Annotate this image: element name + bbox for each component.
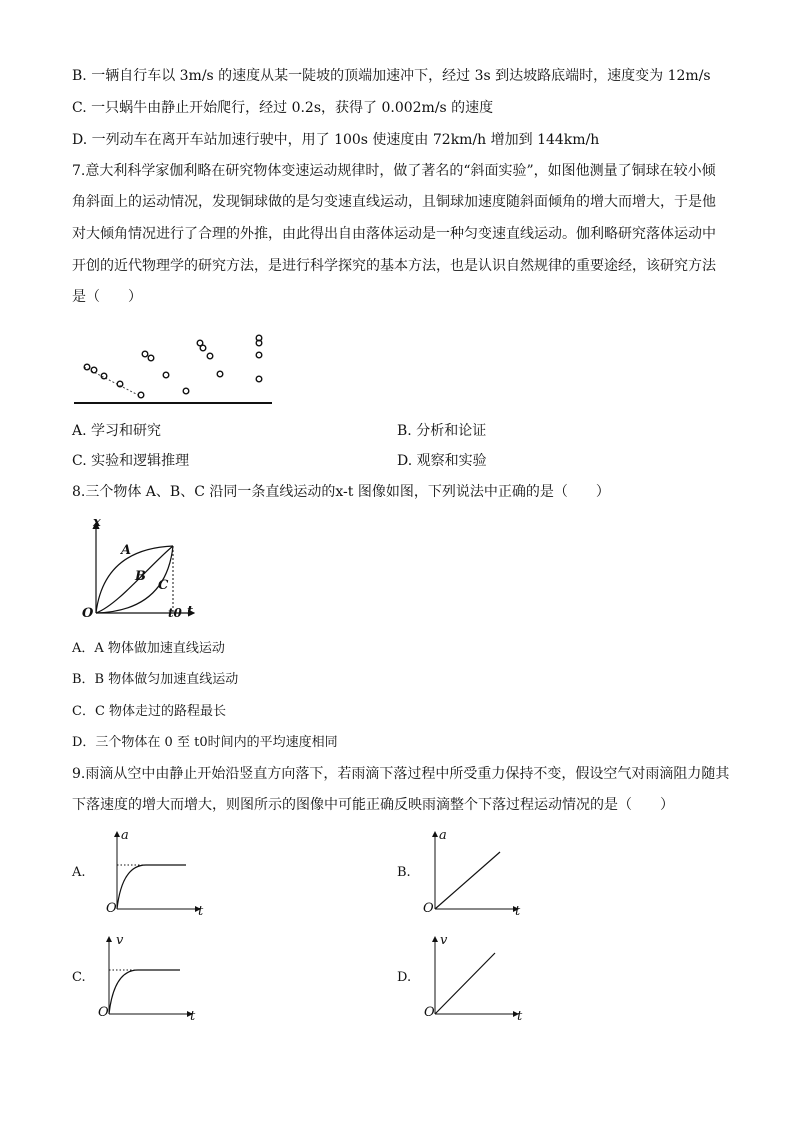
q9-stem-line-2: 下落速度的增大而增大，则图所示的图像中可能正确反映雨滴整个下落过程运动情况的是（ ） xyxy=(72,797,674,813)
q9-b-origin: O xyxy=(423,901,434,916)
q9-graph-b xyxy=(422,828,522,918)
q7-option-b: B. 分析和论证 xyxy=(397,423,487,439)
q7-stem-line-2: 角斜面上的运动情况，发现铜球做的是匀变速直线运动，且铜球加速度随斜面倾角的增大而增大，于是他 xyxy=(72,194,716,210)
q7-stem-line-5: 是（ ） xyxy=(72,289,142,305)
q7-option-c: C. 实验和逻辑推理 xyxy=(72,453,190,469)
q8-t0-label: t0 xyxy=(168,606,182,620)
curve-c-label: C xyxy=(158,578,169,593)
q9-graph-c xyxy=(96,933,196,1023)
q7-stem-line-3: 对大倾角情况进行了合理的外推，由此得出自由落体运动是一种匀变速直线运动。伽利略研究落体运动中 xyxy=(72,226,716,242)
q9-b-y-label: a xyxy=(439,828,447,843)
q8-option-b: B．B 物体做匀加速直线运动 xyxy=(72,672,239,687)
q9-d-x-label: t xyxy=(517,1009,523,1024)
galileo-incline-figure xyxy=(70,330,280,410)
q6-option-d: D. 一列动车在离开车站加速行驶中，用了 100s 使速度由 72km/h 增加到 144km/h xyxy=(72,132,600,148)
q6-option-b: B. 一辆自行车以 3m/s 的速度从某一陡坡的顶端加速冲下，经过 3s 到达坡路底端时，速度变为 12m/s xyxy=(72,68,711,84)
q9-a-y-label: a xyxy=(121,828,129,843)
q9-stem-line-1: 9.雨滴从空中由静止开始沿竖直方向落下，若雨滴下落过程中所受重力保持不变，假设空气对雨滴阻力随其 xyxy=(72,766,730,782)
q9-d-y-label: v xyxy=(440,933,448,948)
incline-line xyxy=(84,367,140,396)
q9-d-origin: O xyxy=(424,1005,435,1020)
q9-a-x-label: t xyxy=(198,904,204,919)
q7-stem-line-4: 开创的近代物理学的研究方法，是进行科学探究的基本方法，也是认识自然规律的重要途经，该研究方法 xyxy=(72,258,716,274)
q9-a-origin: O xyxy=(106,901,117,916)
q7-option-a: A. 学习和研究 xyxy=(72,423,162,439)
q9-graph-d xyxy=(422,933,522,1023)
q7-stem-line-1: 7.意大利科学家伽利略在研究物体变速运动规律时，做了著名的“斜面实验”，如图他测量了铜球在较小倾 xyxy=(72,163,716,179)
q8-stem: 8.三个物体 A、B、C 沿同一条直线运动的x-t 图像如图，下列说法中正确的是（ ） xyxy=(72,484,610,500)
q8-option-a: A．A 物体做加速直线运动 xyxy=(72,641,225,656)
curve-b-label: B xyxy=(135,569,146,584)
q9-c-origin: O xyxy=(98,1005,109,1020)
q9-graph-c-label: C. xyxy=(72,970,86,985)
q9-graph-a-label: A. xyxy=(72,865,86,880)
q9-graph-d-label: D. xyxy=(397,970,412,985)
q8-y-axis-label: x xyxy=(93,515,101,530)
curve-a-label: A xyxy=(121,543,132,558)
q8-origin-label: O xyxy=(82,606,94,621)
q8-option-c: C．C 物体走过的路程最长 xyxy=(72,704,227,719)
q8-option-d: D．三个物体在 0 至 t0时间内的平均速度相同 xyxy=(72,735,338,750)
q9-c-x-label: t xyxy=(190,1009,196,1024)
q9-graph-a xyxy=(104,828,204,918)
q8-x-axis-label: t xyxy=(187,604,194,619)
q9-c-y-label: v xyxy=(116,933,124,948)
q9-b-x-label: t xyxy=(515,904,521,919)
q7-option-d: D. 观察和实验 xyxy=(397,453,487,469)
q9-graph-b-label: B. xyxy=(397,865,411,880)
q6-option-c: C. 一只蜗牛由静止开始爬行，经过 0.2s，获得了 0.002m/s 的速度 xyxy=(72,100,494,116)
